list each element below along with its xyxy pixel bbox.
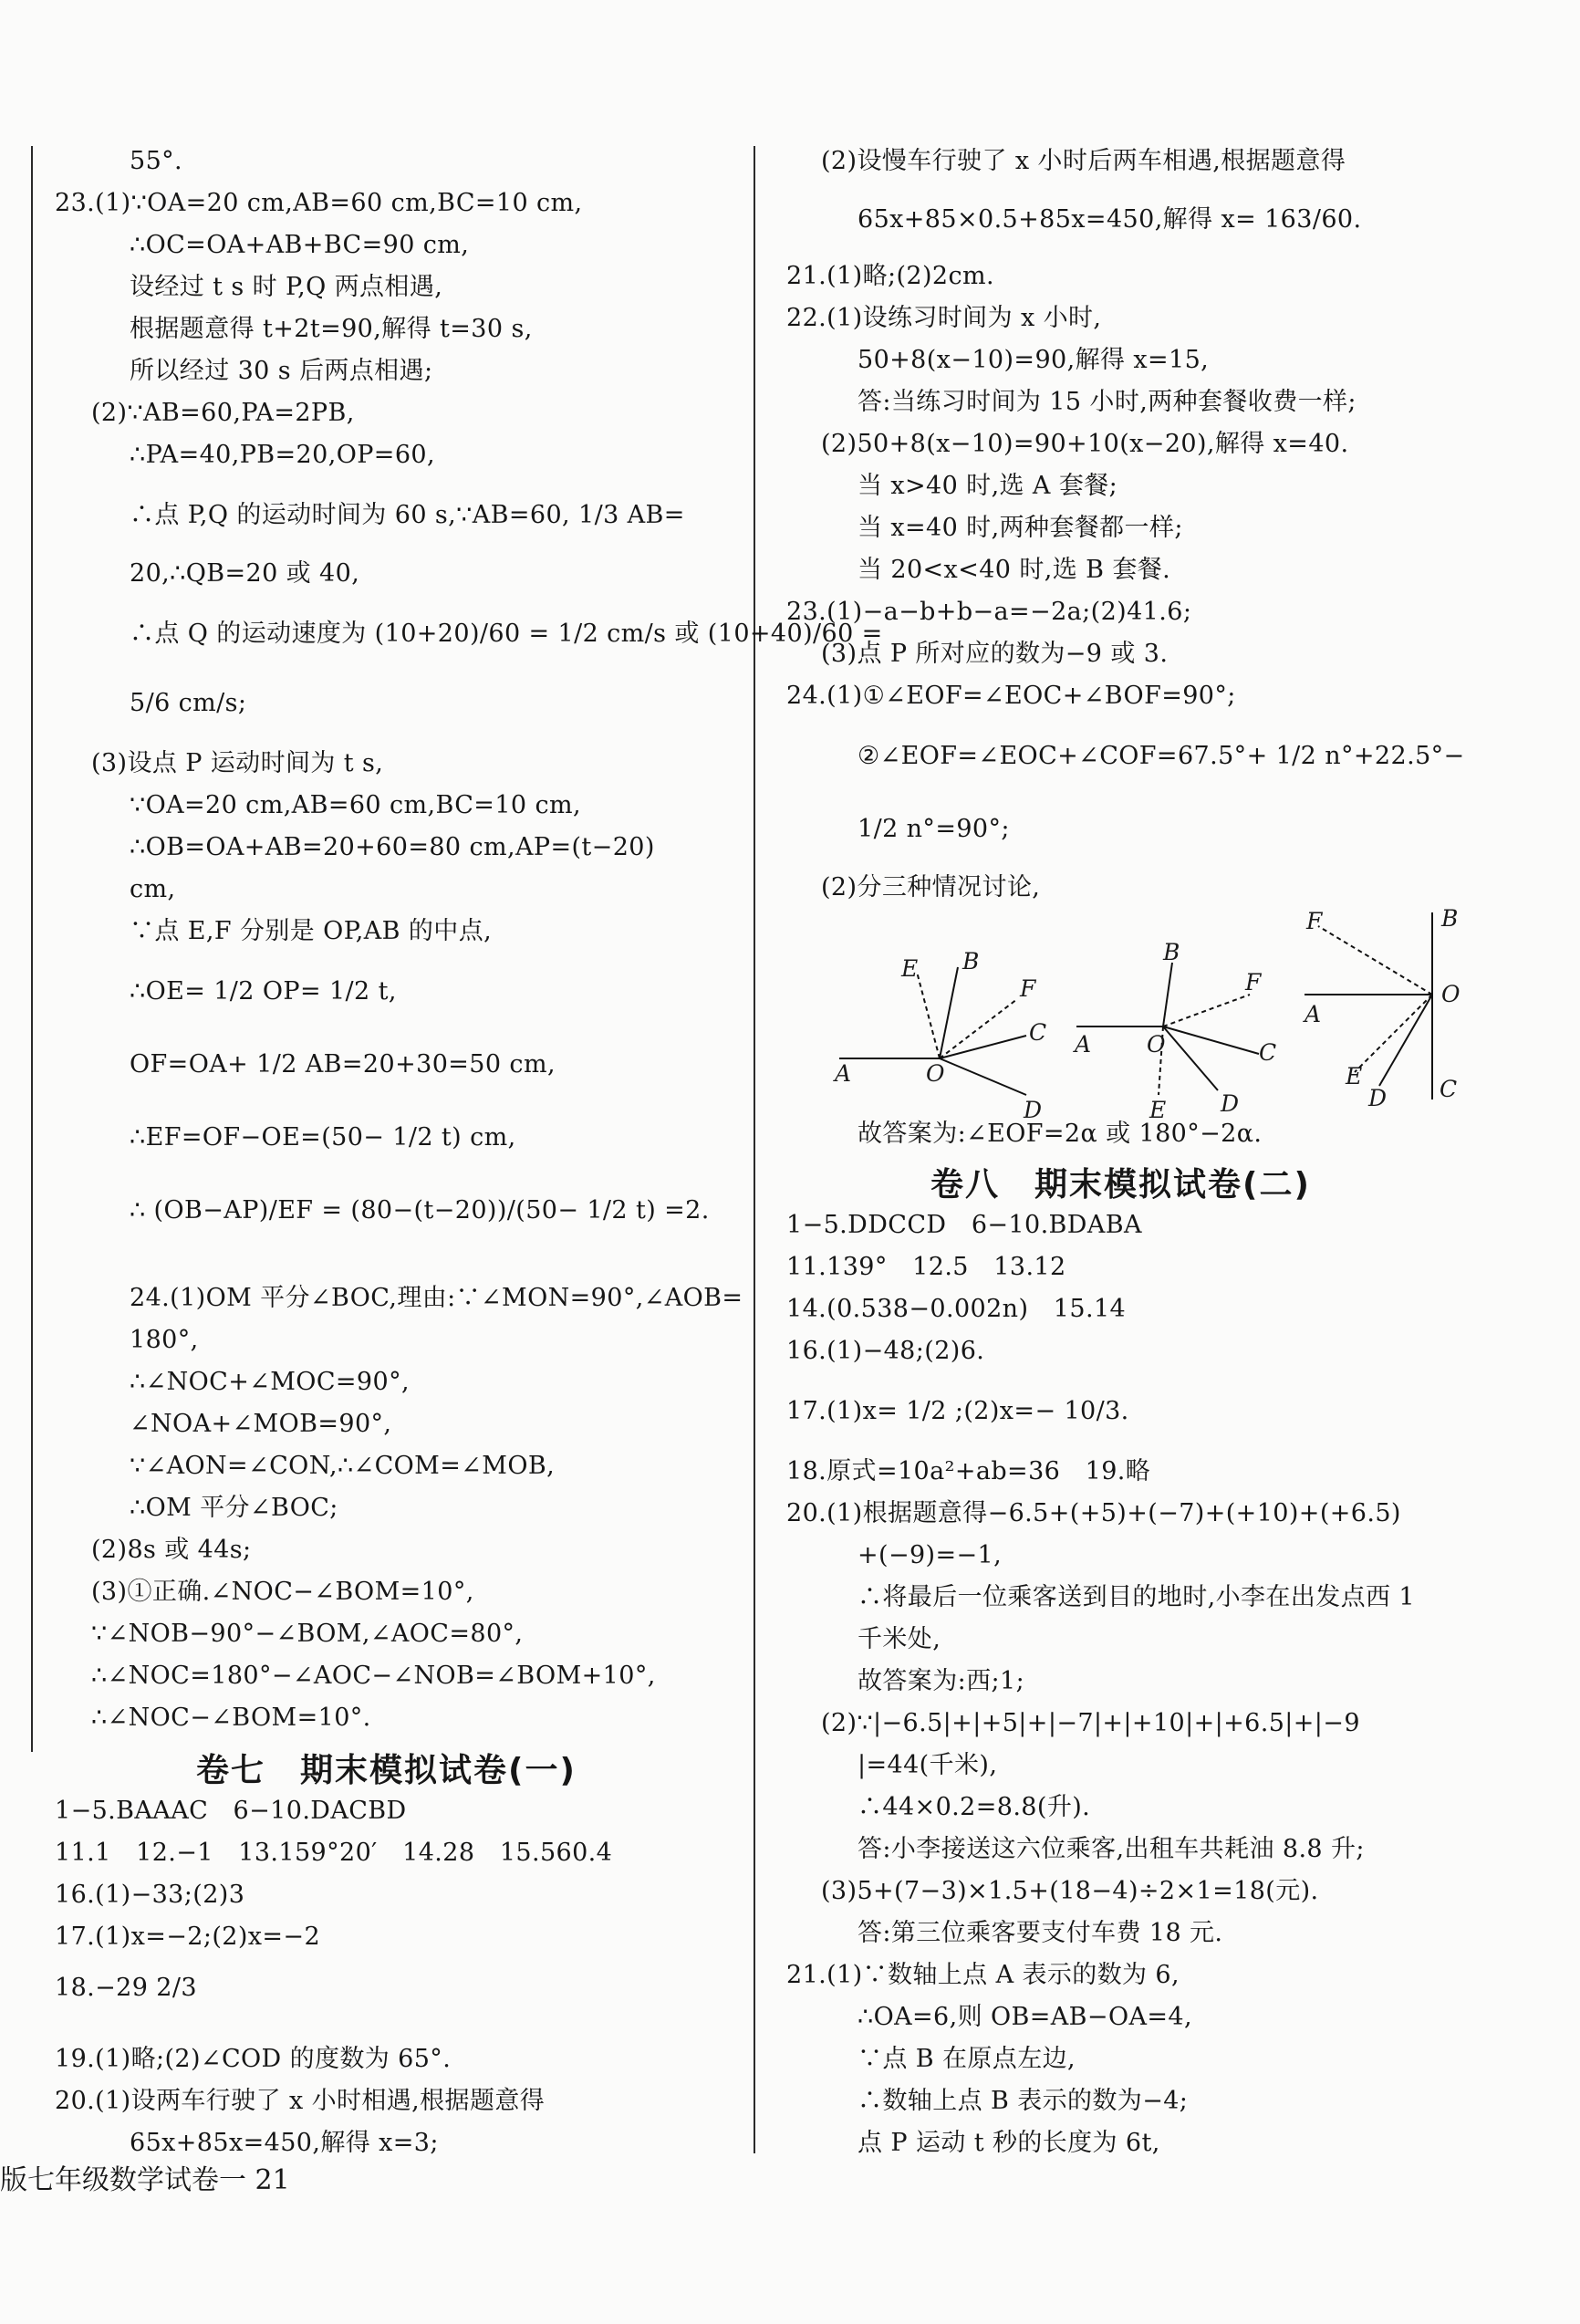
answer-line: ∠NOA+∠MOB=90°,: [130, 1410, 392, 1438]
diagram-case-2: [1067, 940, 1305, 1131]
answer-line: 11.139° 12.5 13.12: [786, 1253, 1066, 1281]
fig1-label: F: [1020, 975, 1036, 1002]
answer-line: ∴∠NOC−∠BOM=10°.: [91, 1704, 371, 1732]
answer-line: 14.(0.538−0.002n) 15.14: [786, 1295, 1127, 1323]
answer-line: ∴OB=OA+AB=20+60=80 cm,AP=(t−20): [130, 833, 655, 861]
fig3-label: O: [1441, 981, 1460, 1007]
answer-line: ∴44×0.2=8.8(升).: [858, 1793, 1091, 1821]
diagram-case-3: [1295, 903, 1569, 1113]
answer-line: cm,: [130, 875, 176, 903]
answer-line: 20,∴QB=20 或 40,: [130, 559, 360, 588]
answer-line: ∴ (OB−AP)/EF = (80−(t−20))/(50− 1/2 t) =2.: [130, 1196, 710, 1225]
answer-line: (3)设点 P 运动时间为 t s,: [91, 749, 384, 777]
fig2-label: E: [1149, 1097, 1167, 1123]
answer-line: 点 P 运动 t 秒的长度为 6t,: [858, 2129, 1160, 2157]
answer-line: (2)50+8(x−10)=90+10(x−20),解得 x=40.: [821, 430, 1349, 458]
answer-line: 当 20<x<40 时,选 B 套餐.: [858, 556, 1171, 584]
answer-line: 17.(1)x= 1/2 ;(2)x=− 10/3.: [786, 1397, 1129, 1425]
answer-line: (2)设慢车行驶了 x 小时后两车相遇,根据题意得: [821, 147, 1346, 175]
fig1-label: E: [901, 955, 919, 982]
answer-line: ∵点 B 在原点左边,: [858, 2045, 1076, 2073]
answer-line: 24.(1)①∠EOF=∠EOC+∠BOF=90°;: [786, 682, 1236, 710]
answer-line: 设经过 t s 时 P,Q 两点相遇,: [130, 273, 443, 301]
answer-line: ∴OC=OA+AB+BC=90 cm,: [130, 231, 470, 259]
answer-line: 65x+85x=450,解得 x=3;: [130, 2129, 439, 2157]
answer-line: ∵∠NOB−90°−∠BOM,∠AOC=80°,: [91, 1620, 524, 1648]
column-divider: [754, 146, 755, 2153]
answer-line: ∴∠NOC=180°−∠AOC−∠NOB=∠BOM+10°,: [91, 1662, 656, 1690]
page-footer: 版七年级数学试卷一 21: [0, 2164, 290, 2196]
answer-line: 答:当练习时间为 15 小时,两种套餐收费一样;: [858, 388, 1357, 416]
answer-line: 20.(1)根据题意得−6.5+(+5)+(−7)+(+10)+(+6.5): [786, 1499, 1401, 1527]
answer-line: 1−5.DDCCD 6−10.BDABA: [786, 1211, 1142, 1239]
fig2-label: C: [1259, 1039, 1277, 1066]
fig2-label: D: [1221, 1090, 1240, 1117]
fig2-label: B: [1163, 940, 1180, 965]
answer-line: ∴EF=OF−OE=(50− 1/2 t) cm,: [130, 1123, 516, 1152]
fig3-label: A: [1305, 1001, 1322, 1027]
answer-line: 19.(1)略;(2)∠COD 的度数为 65°.: [55, 2045, 452, 2073]
answer-line: (2)∵|−6.5|+|+5|+|−7|+|+10|+|+6.5|+|−9: [821, 1709, 1360, 1737]
answer-line: 故答案为:∠EOF=2α 或 180°−2α.: [858, 1120, 1263, 1148]
answer-line: ∴点 P,Q 的运动时间为 60 s,∵AB=60, 1/3 AB=: [130, 501, 685, 529]
fig1-label: D: [1024, 1097, 1043, 1123]
answer-line: 16.(1)−33;(2)3: [55, 1881, 245, 1909]
answer-line: 23.(1)−a−b+b−a=−2a;(2)41.6;: [786, 598, 1192, 626]
answer-line: |=44(千米),: [858, 1751, 998, 1779]
answer-line: OF=OA+ 1/2 AB=20+30=50 cm,: [130, 1050, 556, 1079]
answer-line: +(−9)=−1,: [858, 1541, 1003, 1569]
answer-line: ∴PA=40,PB=20,OP=60,: [130, 441, 435, 469]
answer-line: ∴∠NOC+∠MOC=90°,: [130, 1368, 410, 1396]
answer-line: 23.(1)∵OA=20 cm,AB=60 cm,BC=10 cm,: [55, 189, 583, 217]
fig3-label: F: [1306, 908, 1323, 934]
answer-line: 65x+85×0.5+85x=450,解得 x= 163/60.: [858, 205, 1362, 234]
answer-line: 当 x>40 时,选 A 套餐;: [858, 472, 1118, 500]
fig1-label: B: [962, 948, 980, 974]
answer-line: ∴OE= 1/2 OP= 1/2 t,: [130, 977, 397, 1006]
fig2-label: O: [1147, 1031, 1166, 1058]
answer-line: 11.1 12.−1 13.159°20′ 14.28 15.560.4: [55, 1839, 613, 1867]
answer-line: 22.(1)设练习时间为 x 小时,: [786, 304, 1102, 332]
answer-line: 答:第三位乘客要支付车费 18 元.: [858, 1919, 1223, 1947]
answer-line: (3)①正确.∠NOC−∠BOM=10°,: [91, 1578, 474, 1606]
fig1-label: A: [835, 1060, 852, 1087]
answer-line: 千米处,: [858, 1625, 941, 1653]
answer-line: (2)8s 或 44s;: [91, 1536, 252, 1564]
answer-line: (3)点 P 所对应的数为−9 或 3.: [821, 640, 1169, 668]
answer-line: 17.(1)x=−2;(2)x=−2: [55, 1923, 321, 1951]
diagram-case-1: [821, 940, 1076, 1131]
answer-line: 1−5.BAAAC 6−10.DACBD: [55, 1797, 407, 1825]
section-heading: 卷七 期末模拟试卷(一): [196, 1752, 577, 1789]
answer-line: 16.(1)−48;(2)6.: [786, 1337, 985, 1365]
answer-line: 5/6 cm/s;: [130, 689, 247, 717]
answer-line: 所以经过 30 s 后两点相遇;: [130, 357, 433, 385]
fig3-label: B: [1441, 905, 1459, 932]
answer-line: 55°.: [130, 147, 183, 175]
answer-line: (2)∵AB=60,PA=2PB,: [91, 399, 355, 427]
fig3-label: E: [1346, 1063, 1363, 1089]
answer-line: 21.(1)略;(2)2cm.: [786, 262, 995, 290]
answer-line: ∴OM 平分∠BOC;: [130, 1494, 338, 1522]
answer-line: 当 x=40 时,两种套餐都一样;: [858, 514, 1183, 542]
answer-line: 180°,: [130, 1326, 199, 1354]
answer-line: ∴点 Q 的运动速度为 (10+20)/60 = 1/2 cm/s 或 (10+40)/60 =: [130, 620, 883, 648]
answer-line: 21.(1)∵数轴上点 A 表示的数为 6,: [786, 1961, 1180, 1989]
answer-line: ∴OA=6,则 OB=AB−OA=4,: [858, 2003, 1192, 2031]
answer-line: 18.原式=10a²+ab=36 19.略: [786, 1457, 1151, 1485]
answer-line: 答:小李接送这六位乘客,出租车共耗油 8.8 升;: [858, 1835, 1365, 1863]
fig1-label: C: [1029, 1019, 1047, 1046]
answer-line: 1/2 n°=90°;: [858, 815, 1010, 843]
answer-line: 根据题意得 t+2t=90,解得 t=30 s,: [130, 315, 533, 343]
section-heading: 卷八 期末模拟试卷(二): [930, 1166, 1311, 1204]
answer-line: 故答案为:西;1;: [858, 1667, 1025, 1695]
answer-line: ②∠EOF=∠EOC+∠COF=67.5°+ 1/2 n°+22.5°−: [858, 742, 1465, 770]
left-margin-rule: [31, 146, 33, 1752]
fig2-label: F: [1245, 969, 1262, 995]
answer-line: 24.(1)OM 平分∠BOC,理由:∵∠MON=90°,∠AOB=: [130, 1284, 743, 1312]
answer-line: 50+8(x−10)=90,解得 x=15,: [858, 346, 1210, 374]
answer-line: ∵OA=20 cm,AB=60 cm,BC=10 cm,: [130, 791, 581, 819]
answer-line: ∵点 E,F 分别是 OP,AB 的中点,: [130, 917, 493, 945]
answer-line: ∵∠AON=∠CON,∴∠COM=∠MOB,: [130, 1452, 556, 1480]
fig3-label: C: [1440, 1076, 1458, 1102]
answer-line: ∴将最后一位乘客送到目的地时,小李在出发点西 1: [858, 1583, 1415, 1611]
fig2-label: A: [1075, 1031, 1092, 1058]
answer-line: (3)5+(7−3)×1.5+(18−4)÷2×1=18(元).: [821, 1877, 1319, 1905]
answer-line: ∴数轴上点 B 表示的数为−4;: [858, 2087, 1189, 2115]
answer-line: 20.(1)设两车行驶了 x 小时相遇,根据题意得: [55, 2087, 546, 2115]
fig3-label: D: [1368, 1085, 1388, 1111]
answer-line: 18.−29 2/3: [55, 1974, 197, 2002]
answer-line: (2)分三种情况讨论,: [821, 873, 1041, 901]
fig1-label: O: [926, 1060, 945, 1087]
